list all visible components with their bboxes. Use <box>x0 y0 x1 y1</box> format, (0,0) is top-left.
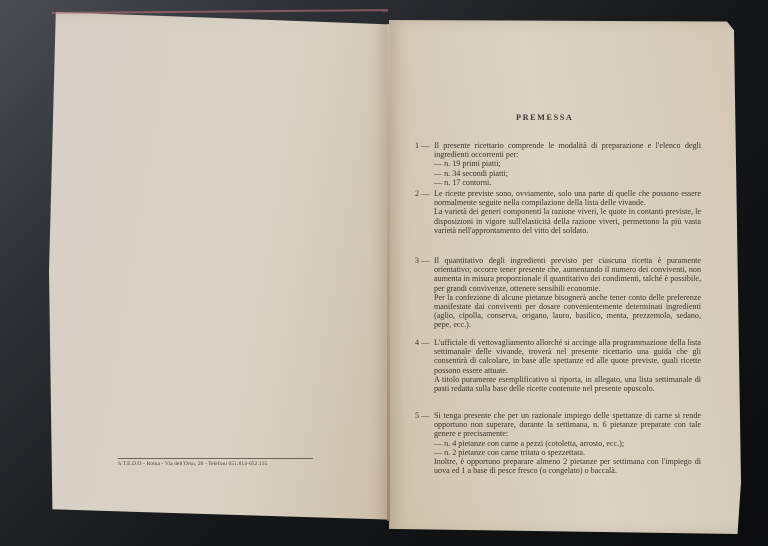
list-item: — n. 19 primi piatti; <box>434 159 501 169</box>
section-2 <box>415 189 701 235</box>
section-3 <box>415 256 701 330</box>
section-4 <box>415 338 701 393</box>
section-number: 3 — <box>415 256 430 265</box>
page-title: PREMESSA <box>516 113 574 122</box>
section-number: 4 — <box>415 338 430 347</box>
section-number: 2 — <box>415 189 430 198</box>
section-text: Per la confezione di alcune pietanze bisognerà anche tener conto delle preferenze manifestate dai conviventi per dosare convenientemente determinati ingredienti (aglio, cipolla, conserva, origano, lauro, basilico, menta, prezzemolo, sedano, pepe, ecc.). <box>434 292 701 330</box>
footer-rule <box>118 458 313 459</box>
section-text: L'ufficiale di vettovagliamento allorché si accinge alla programmazione della lista settimanale delle vivande, troverà nel presente ricettario una guida che gli consentirà di calcolare, in base alle spettanze ed alle quote previste, quali ricette possono essere attuate. <box>434 338 701 375</box>
cover-edge <box>52 9 388 14</box>
section-text: Inoltre, è opportuno preparare almeno 2 pietanze per settimana con l'impiego di uova ed 1 a base di pesce fresco (o congelato) o baccalà. <box>434 457 701 476</box>
section-text: Si tenga presente che per un razionale impiego delle spettanze di carne si rende opportuno non superare, durante la settimana, n. 6 pietanze preparate con tale genere e precisamente: <box>434 411 701 439</box>
section-5 <box>415 411 701 475</box>
section-text: La varietà dei generi componenti la razione viveri, le quote in contanti previste, le disposizioni in vigore sull'elasticità della razione viveri, permettono la più vasta varietà nell'approntamento del vitto del soldato. <box>434 207 701 235</box>
book-spine <box>387 24 390 521</box>
section-text: Il quantitativo degli ingredienti previsto per ciascuna ricetta è puramente orientativo; occorre tener presente che, aumentando il numero dei conviventi, non aumenta in misura proporzionale il quantitativo dei condimenti, talché è possibile, per grandi convivenze, ottenere sensibili economie. <box>434 256 701 293</box>
list-item: — n. 17 contorni. <box>434 177 492 187</box>
section-number: 5 — <box>415 411 430 420</box>
list-item: — n. 4 pietanze con carne a pezzi (cotoletta, arrosto, ecc.); <box>434 438 625 448</box>
section-text: Il presente ricettario comprende le modalità di preparazione e l'elenco degli ingredienti occorrenti per: <box>434 141 701 160</box>
section-1 <box>415 141 701 187</box>
publisher-footer: S.T.E.D.O - Roma - Via dell'Orso, 28 - Telefoni 651.814-652.135 <box>118 461 268 467</box>
left-page <box>49 12 389 530</box>
section-number: 1 — <box>415 141 430 150</box>
section-text: A titolo puramente esemplificativo si riporta, in allegato, una lista settimanale di pasti redatta sulla base delle ricette contenute nel presente opuscolo. <box>434 374 701 394</box>
list-item: — n. 2 pietanze con carne tritata o spezzettata. <box>434 447 586 457</box>
section-text: Le ricette previste sono, ovviamente, solo una parte di quelle che possono essere normalmente seguite nella compilazione della lista delle vivande. <box>434 189 701 208</box>
list-item: — n. 34 secondi piatti; <box>434 168 508 178</box>
